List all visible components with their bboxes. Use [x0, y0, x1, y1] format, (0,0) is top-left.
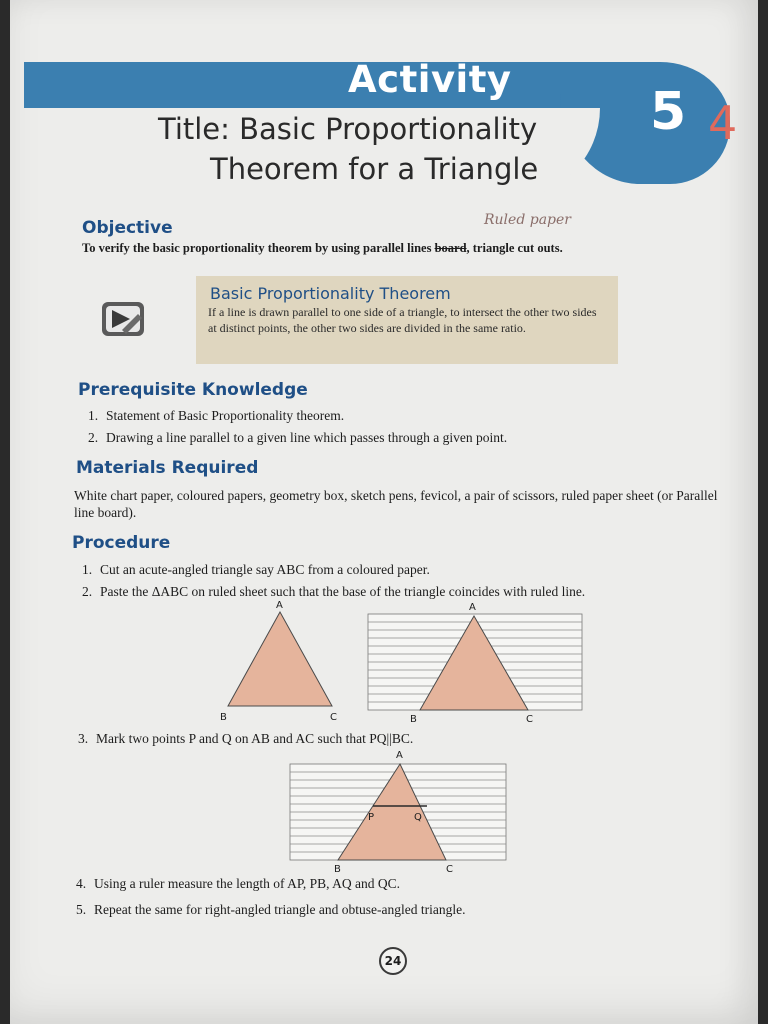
- vertex-label-b: B: [410, 714, 417, 724]
- list-text: Using a ruler measure the length of AP, PB, AQ and QC.: [94, 876, 400, 891]
- activity-label: Activity: [348, 58, 512, 101]
- procedure-heading: Procedure: [72, 533, 171, 553]
- point-label-p: P: [368, 812, 375, 823]
- list-number: 2.: [88, 430, 99, 445]
- objective-heading: Objective: [82, 218, 173, 238]
- prerequisite-heading: Prerequisite Knowledge: [78, 380, 308, 400]
- vertex-label-a: A: [276, 600, 283, 611]
- triangle-abc: [228, 612, 332, 706]
- page-title-line1: Title: Basic Proportionality: [158, 112, 538, 146]
- list-number: 1.: [82, 562, 93, 577]
- list-number: 2.: [82, 584, 93, 599]
- page-title-line2: Theorem for a Triangle: [210, 152, 539, 186]
- theorem-heading: Basic Proportionality Theorem: [210, 284, 451, 303]
- theorem-statement: If a line is drawn parallel to one side of a triangle, to intersect the other two sides at distinct points, the other two sides are divided in the same ratio.: [208, 305, 597, 335]
- list-number: 5.: [76, 902, 87, 917]
- figure-triangle-plain: [214, 598, 344, 724]
- vertex-label-b: B: [220, 712, 227, 723]
- vertex-label-a: A: [469, 602, 476, 613]
- handwritten-note: Ruled paper: [484, 212, 571, 228]
- vertex-label-c: C: [446, 864, 453, 874]
- materials-text: White chart paper, coloured papers, geometry box, sketch pens, fevicol, a pair of scissors, ruled paper sheet (or Parallel line board).: [74, 488, 718, 520]
- list-text: Paste the ΔABC on ruled sheet such that the base of the triangle coincides with ruled line.: [100, 584, 586, 599]
- objective-text-part2: , triangle cut outs.: [466, 241, 563, 255]
- list-text: Cut an acute-angled triangle say ABC from a coloured paper.: [100, 562, 430, 577]
- handwritten-scribble: 4: [708, 96, 738, 150]
- objective-text: [82, 240, 563, 257]
- theorem-box: [196, 276, 618, 364]
- list-text: Drawing a line parallel to a given line which passes through a given point.: [106, 430, 508, 445]
- list-text: Repeat the same for right-angled triangle and obtuse-angled triangle.: [94, 902, 466, 917]
- activity-number: 5: [650, 82, 687, 142]
- list-number: 3.: [78, 731, 89, 746]
- list-text: Mark two points P and Q on AB and AC such that PQ||BC.: [96, 731, 414, 746]
- vertex-label-c: C: [330, 712, 337, 723]
- objective-text-part1: To verify the basic proportionality theorem by using parallel lines: [82, 241, 435, 255]
- list-number: 4.: [76, 876, 87, 891]
- vertex-label-c: C: [526, 714, 533, 724]
- vertex-label-b: B: [334, 864, 341, 874]
- objective-struck-word: board: [434, 241, 467, 255]
- list-text: Statement of Basic Proportionality theorem.: [106, 408, 345, 423]
- vertex-label-a: A: [396, 750, 403, 761]
- page-number: 24: [379, 947, 407, 975]
- point-label-q: Q: [414, 812, 422, 823]
- figure-triangle-pq: [286, 746, 512, 874]
- list-number: 1.: [88, 408, 99, 423]
- activity-banner: [24, 62, 644, 108]
- figure-triangle-ruled: [364, 598, 586, 724]
- materials-heading: Materials Required: [76, 458, 259, 478]
- pencil-slate-icon: [100, 300, 146, 340]
